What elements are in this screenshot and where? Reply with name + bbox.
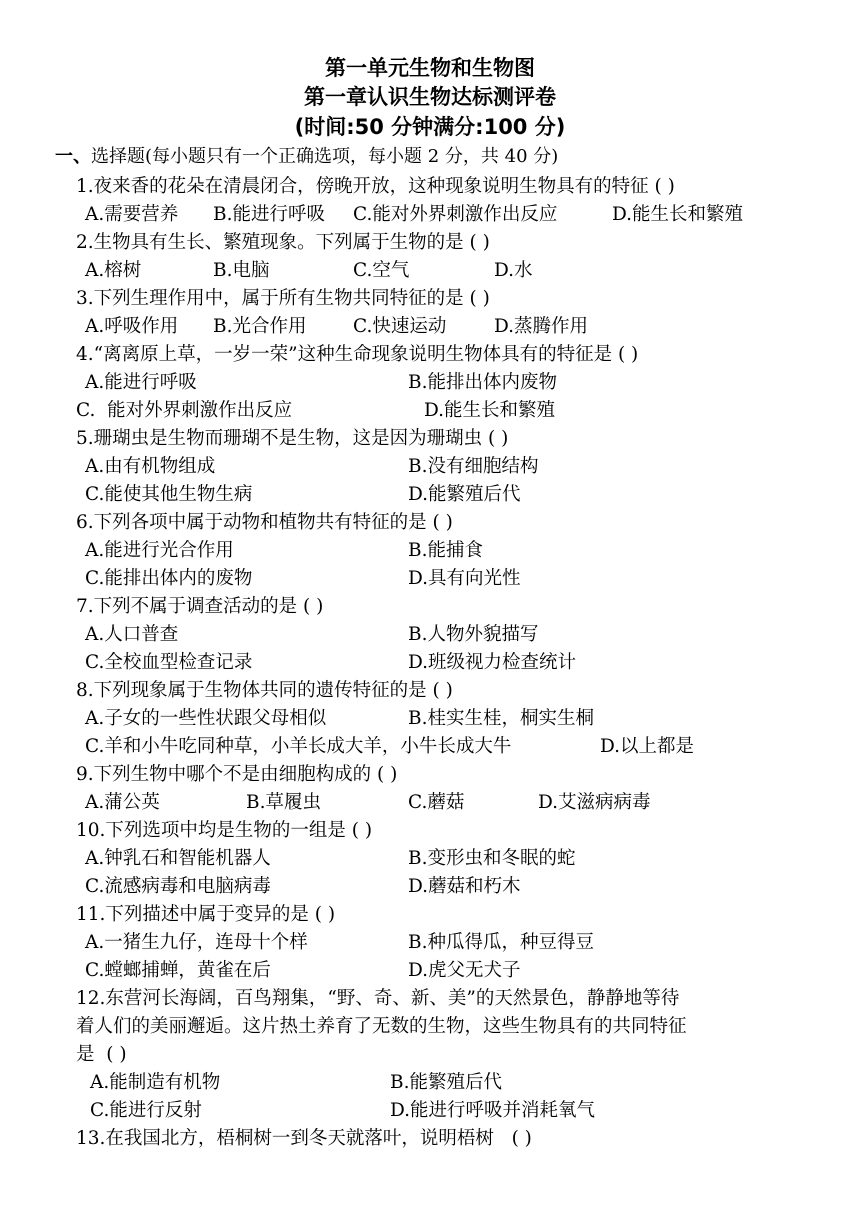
section-heading [55, 145, 558, 169]
q7-option-d: D.班级视力检查统计 [408, 652, 577, 673]
q4-option-b: B.能排出体内废物 [408, 372, 557, 393]
q7-option-b: B.人物外貌描写 [408, 624, 539, 645]
q6-option-a: A.能进行光合作用 [85, 540, 234, 561]
q6-option-b: B.能捕食 [408, 540, 483, 561]
chapter-title: 第一章认识生物达标测评卷 [304, 85, 556, 109]
question-2-stem: 2.生物具有生长、繁殖现象。下列属于生物的是 ( ) [76, 232, 490, 253]
q11-option-a: A.一猪生九仔，连母十个样 [85, 932, 308, 953]
question-12-stem-line-1: 12.东营河长海阔，百鸟翔集，“野、奇、新、美”的天然景色，静静地等待 [76, 988, 680, 1009]
q9-option-d: D.艾滋病病毒 [538, 792, 651, 813]
q3-option-d: D.蒸腾作用 [494, 316, 589, 337]
q5-option-c: C.能使其他生物生病 [85, 484, 253, 505]
q9-option-c: C.蘑菇 [408, 792, 465, 813]
q1-option-b: B.能进行呼吸 [213, 204, 325, 225]
question-1-stem: 1.夜来香的花朵在清晨闭合，傍晚开放，这种现象说明生物具有的特征 ( ) [76, 176, 675, 197]
question-6-stem: 6.下列各项中属于动物和植物共有特征的是 ( ) [76, 512, 453, 533]
q10-option-d: D.蘑菇和朽木 [408, 876, 521, 897]
question-4-stem: 4.“离离原上草，一岁一荣”这种生命现象说明生物体具有的特征是 ( ) [76, 344, 639, 365]
question-5-stem: 5.珊瑚虫是生物而珊瑚不是生物，这是因为珊瑚虫 ( ) [76, 428, 509, 449]
q12-option-b: B.能繁殖后代 [390, 1072, 502, 1093]
question-12-stem-line-2: 着人们的美丽邂逅。这片热土养育了无数的生物，这些生物具有的共同特征 [76, 1016, 687, 1037]
q2-option-a: A.榕树 [85, 260, 142, 281]
q9-option-b: B.草履虫 [246, 792, 321, 813]
time-score-info: (时间:50 分钟满分:100 分) [294, 115, 566, 139]
q5-option-b: B.没有细胞结构 [408, 456, 539, 477]
q11-option-b: B.种瓜得瓜，种豆得豆 [408, 932, 594, 953]
q11-option-c: C.螳螂捕蝉，黄雀在后 [85, 960, 271, 981]
q8-option-a: A.子女的一些性状跟父母相似 [85, 708, 327, 729]
question-12-stem-line-3: 是 ( ) [76, 1044, 127, 1065]
q4-option-d: D.能生长和繁殖 [424, 400, 556, 421]
question-10-stem: 10.下列选项中均是生物的一组是 ( ) [76, 820, 373, 841]
q2-option-d: D.水 [494, 260, 533, 281]
unit-title: 第一单元生物和生物图 [325, 56, 535, 80]
q3-option-a: A.呼吸作用 [85, 316, 179, 337]
q12-option-d: D.能进行呼吸并消耗氧气 [390, 1100, 596, 1121]
q12-option-a: A.能制造有机物 [90, 1072, 221, 1093]
q6-option-c: C.能排出体内的废物 [85, 568, 253, 589]
q10-option-c: C.流感病毒和电脑病毒 [85, 876, 271, 897]
q2-option-c: C.空气 [353, 260, 410, 281]
q5-option-d: D.能繁殖后代 [408, 484, 521, 505]
q8-option-b: B.桂实生桂，桐实生桐 [408, 708, 594, 729]
section-heading-text: 选择题(每小题只有一个正确选项，每小题 2 分，共 40 分) [91, 146, 559, 167]
question-8-stem: 8.下列现象属于生物体共同的遗传特征的是 ( ) [76, 680, 453, 701]
q6-option-d: D.具有向光性 [408, 568, 521, 589]
question-7-stem: 7.下列不属于调查活动的是 ( ) [76, 596, 324, 617]
q9-option-a: A.蒲公英 [85, 792, 160, 813]
q3-option-c: C.快速运动 [353, 316, 447, 337]
q10-option-b: B.变形虫和冬眠的蛇 [408, 848, 576, 869]
q10-option-a: A.钟乳石和智能机器人 [85, 848, 271, 869]
q8-option-c: C.羊和小牛吃同种草，小羊长成大羊，小牛长成大牛 [85, 736, 512, 757]
q8-option-d: D.以上都是 [600, 736, 695, 757]
question-3-stem: 3.下列生理作用中，属于所有生物共同特征的是 ( ) [76, 288, 490, 309]
q7-option-c: C.全校血型检查记录 [85, 652, 253, 673]
q1-option-a: A.需要营养 [85, 204, 179, 225]
q3-option-b: B.光合作用 [213, 316, 307, 337]
section-number: 一、 [55, 146, 91, 167]
q7-option-a: A.人口普查 [85, 624, 179, 645]
question-13-stem: 13.在我国北方，梧桐树一到冬天就落叶，说明梧树 ( ) [76, 1128, 532, 1149]
question-9-stem: 9.下列生物中哪个不是由细胞构成的 ( ) [76, 764, 398, 785]
q1-option-d: D.能生长和繁殖 [612, 204, 744, 225]
q2-option-b: B.电脑 [213, 260, 270, 281]
q1-option-c: C.能对外界刺激作出反应 [353, 204, 558, 225]
q5-option-a: A.由有机物组成 [85, 456, 216, 477]
q11-option-d: D.虎父无犬子 [408, 960, 521, 981]
q4-option-c: C. 能对外界刺激作出反应 [76, 400, 293, 421]
q4-option-a: A.能进行呼吸 [85, 372, 197, 393]
question-11-stem: 11.下列描述中属于变异的是 ( ) [76, 904, 336, 925]
q12-option-c: C.能进行反射 [90, 1100, 202, 1121]
